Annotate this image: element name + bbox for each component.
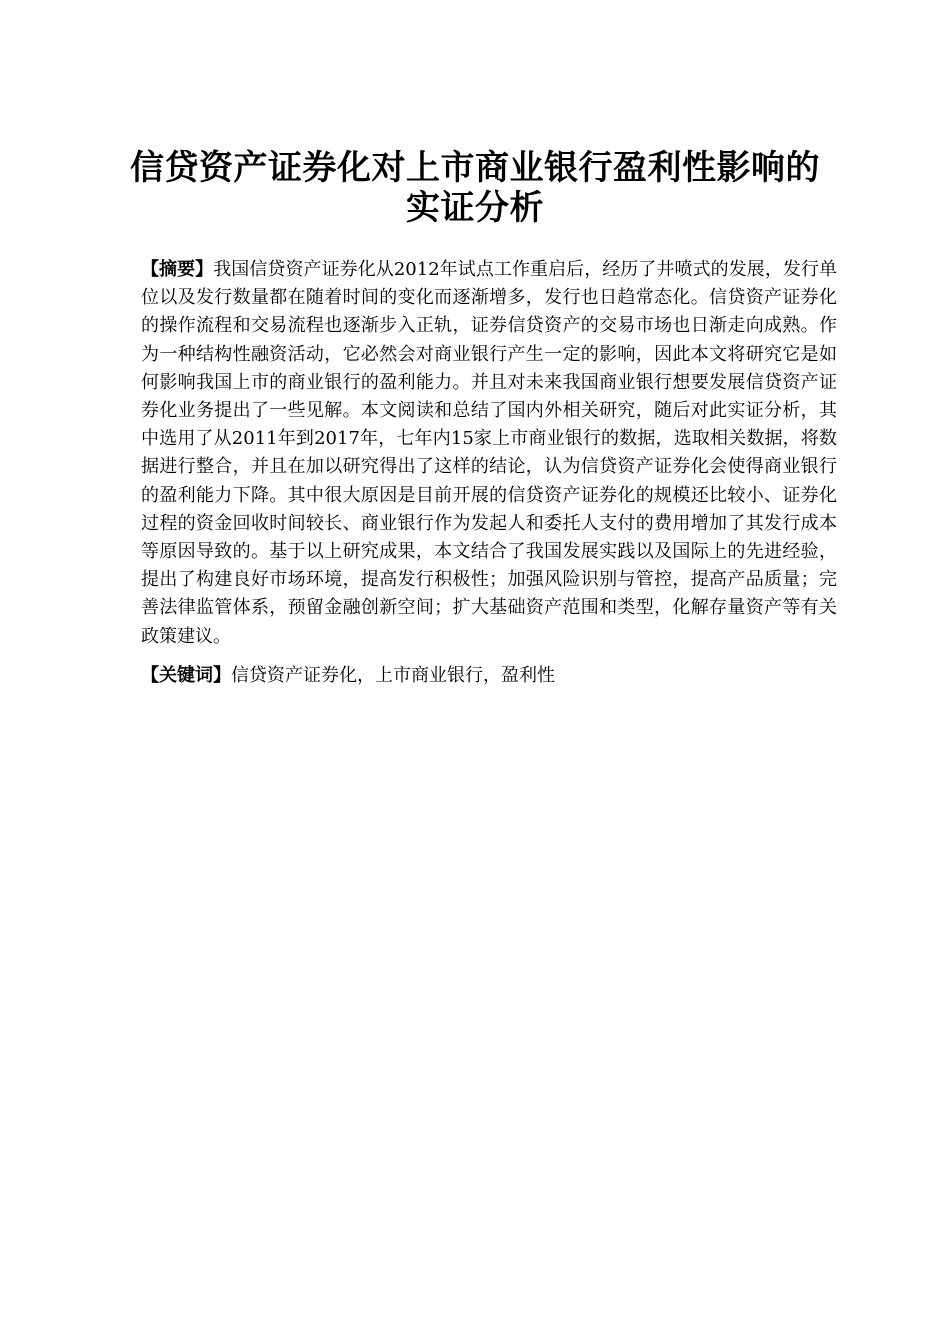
keywords-line: [141, 662, 837, 690]
abstract-paragraph: [141, 256, 837, 651]
paper-title: 信贷资产证券化对上市商业银行盈利性影响的实证分析: [130, 148, 820, 228]
keywords-label: 【关键词】: [141, 665, 231, 686]
keywords-text: 信贷资产证券化，上市商业银行，盈利性: [231, 665, 555, 686]
abstract-label: 【摘要】: [141, 259, 214, 280]
abstract-text: 我国信贷资产证券化从2012年试点工作重启后，经历了井喷式的发展，发行单位以及发行数量都在随着时间的变化而逐渐增多，发行也日趋常态化。信贷资产证券化的操作流程和交易流程也逐渐步入正轨，证券信贷资产的交易市场也日渐走向成熟。作为一种结构性融资活动，它必然会对商业银行产生一定的影响，因此本文将研究它是如何影响我国上市的商业银行的盈利能力。并且对未来我国商业银行想要发展信贷资产证券化业务提出了一些见解。本文阅读和总结了国内外相关研究，随后对此实证分析，其中选用了从2011年到2017年，七年内15家上市商业银行的数据，选取相关数据，将数据进行整合，并且在加以研究得出了这样的结论，认为信贷资产证券化会使得商业银行的盈利能力下降。其中很大原因是目前开展的信贷资产证券化的规模还比较小、证券化过程的资金回收时间较长、商业银行作为发起人和委托人支付的费用增加了其发行成本等原因导致的。基于以上研究成果，本文结合了我国发展实践以及国际上的先进经验，提出了构建良好市场环境，提高发行积极性；加强风险识别与管控，提高产品质量；完善法律监管体系，预留金融创新空间；扩大基础资产范围和类型，化解存量资产等有关政策建议。: [141, 259, 837, 647]
